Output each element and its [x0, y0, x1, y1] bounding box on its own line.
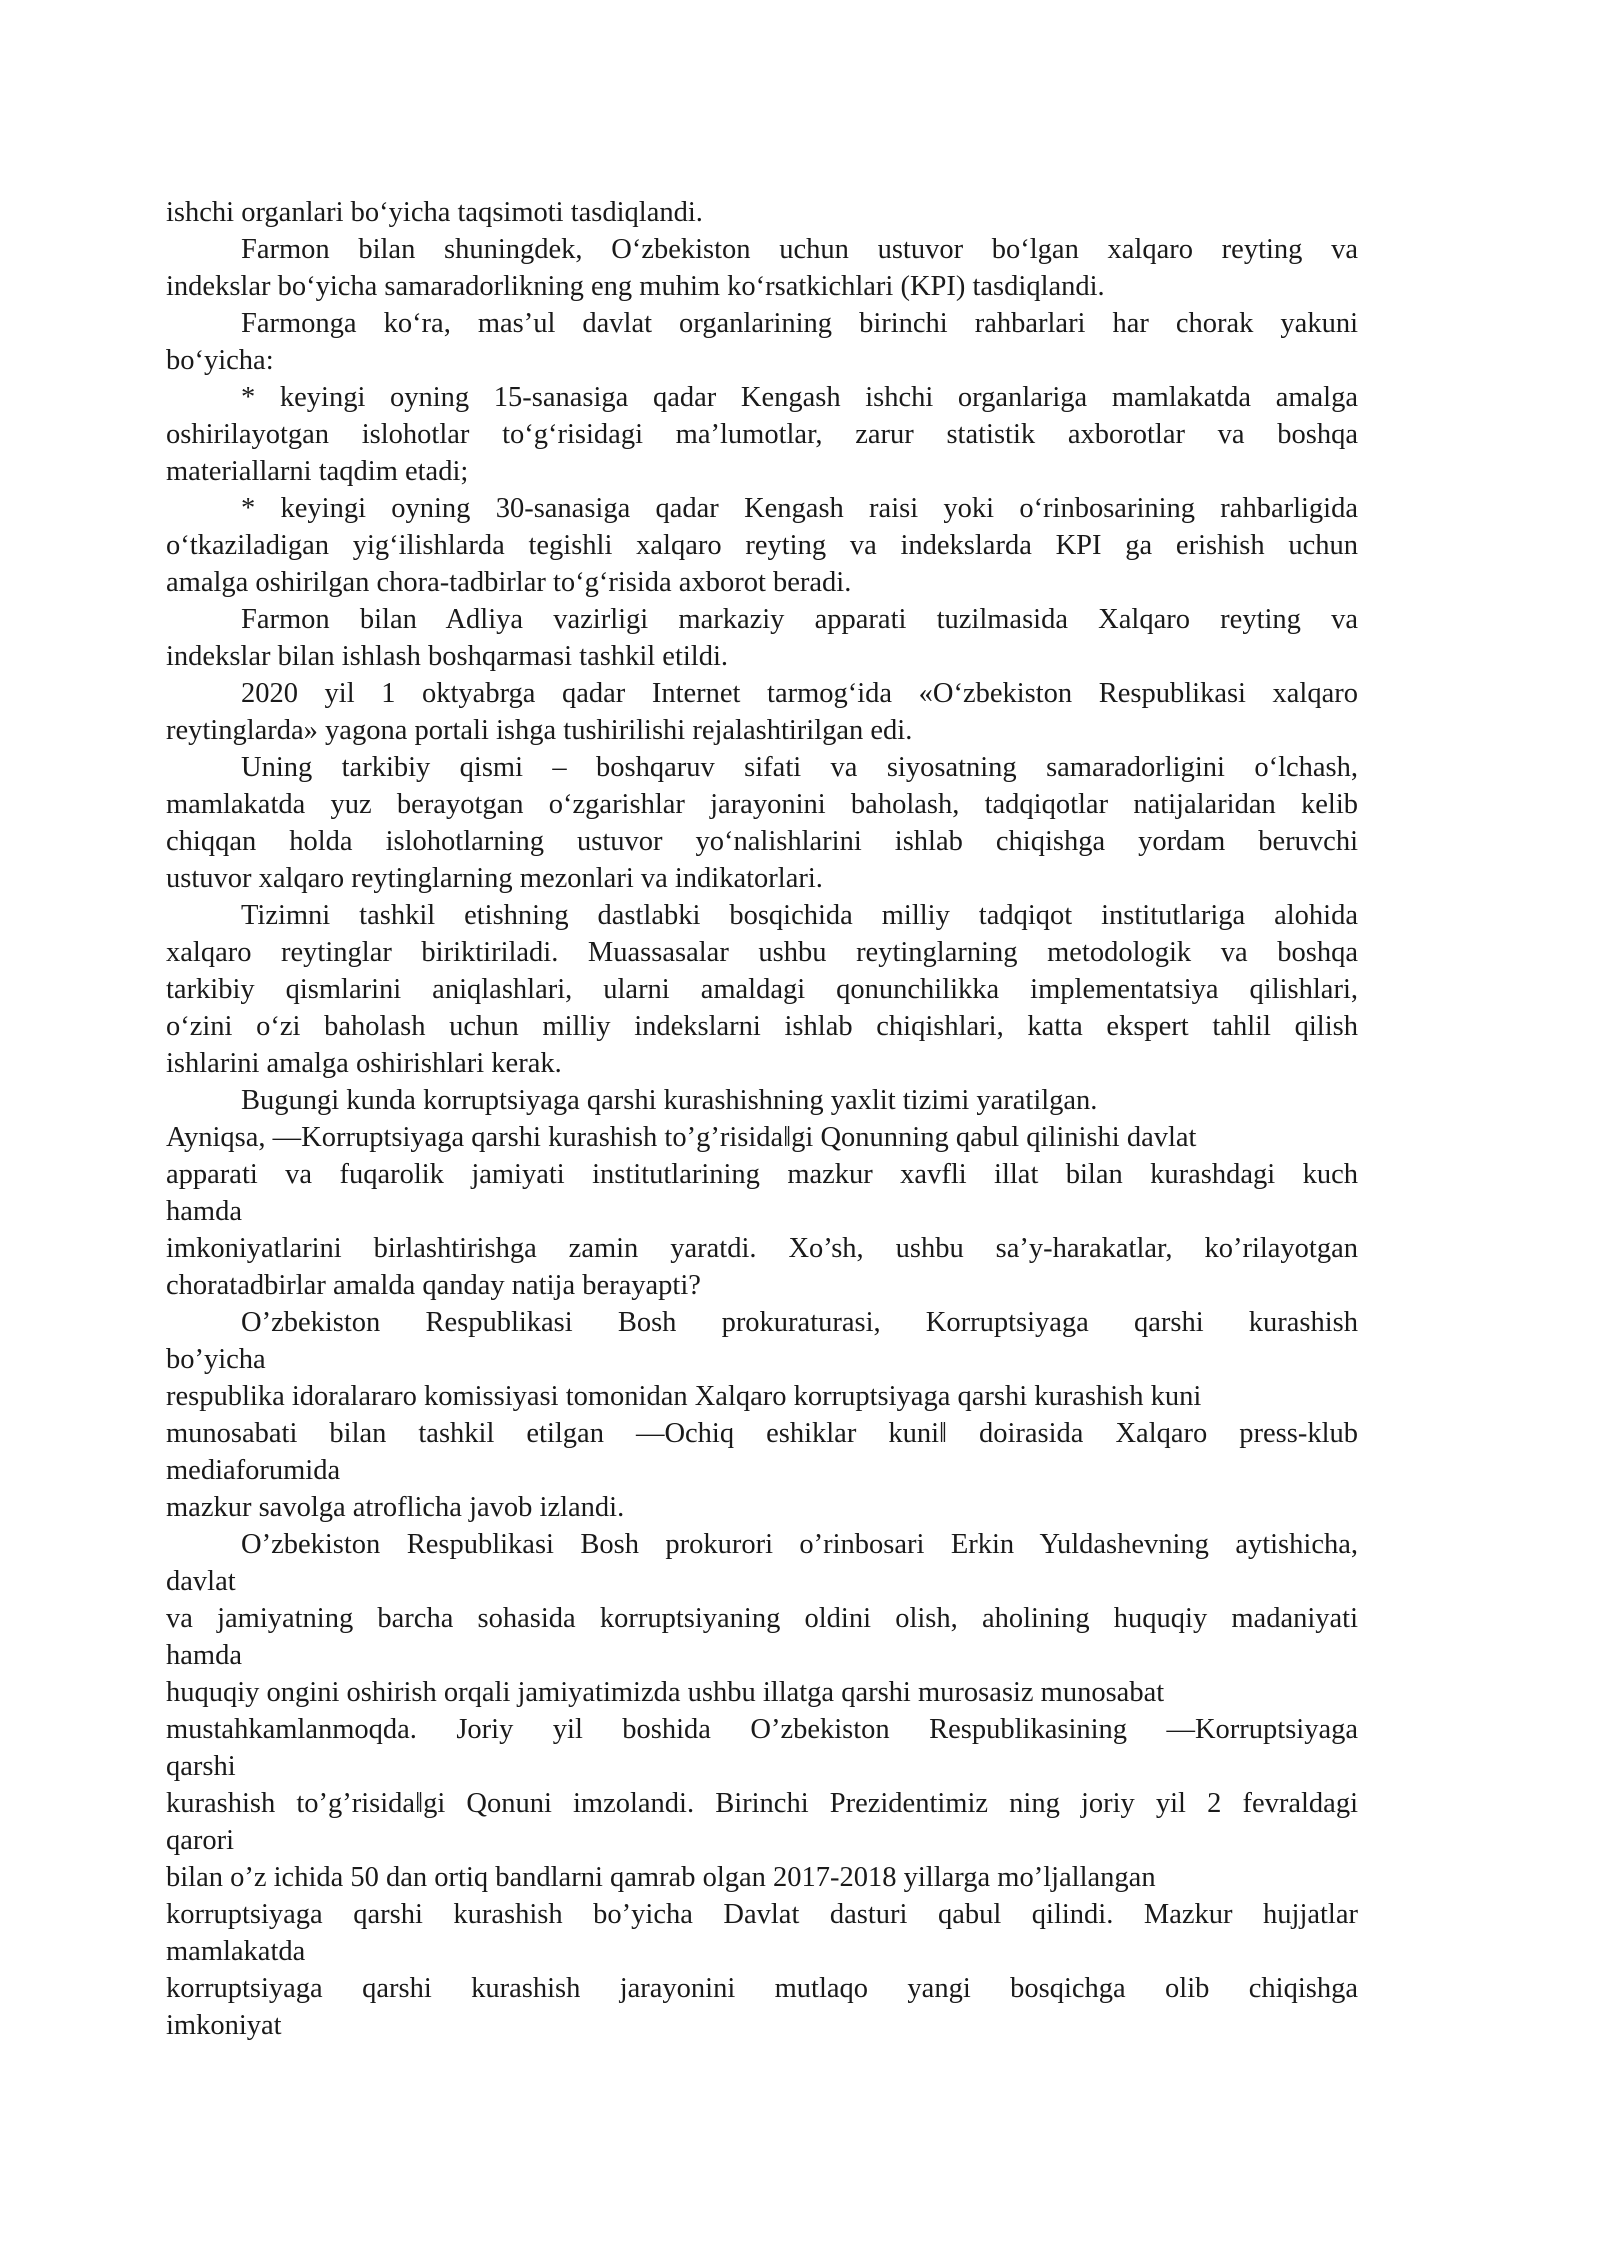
text-line: Uning tarkibiy qismi – boshqaruv sifati va siyosatning samaradorligini o‘lchash, [241, 752, 1358, 783]
text-line: respublika idoralararo komissiyasi tomonidan Xalqaro korruptsiyaga qarshi kurashish kuni [166, 1381, 1202, 1412]
text-line: hamda [166, 1640, 242, 1671]
text-line: Farmon bilan Adliya vazirligi markaziy apparati tuzilmasida Xalqaro reyting va [241, 604, 1358, 635]
text-line: mediaforumida [166, 1455, 341, 1486]
text-line: bo’yicha [166, 1344, 266, 1375]
text-line: Tizimni tashkil etishning dastlabki bosqichida milliy tadqiqot institutlariga alohida [241, 900, 1358, 931]
text-line: qarshi [166, 1751, 236, 1782]
text-line: apparati va fuqarolik jamiyati institutlarining mazkur xavfli illat bilan kurashdagi kuch [166, 1159, 1358, 1190]
text-line: O’zbekiston Respublikasi Bosh prokurori o’rinbosari Erkin Yuldashevning aytishicha, [241, 1529, 1358, 1560]
text-line: Ayniqsa, ―Korruptsiyaga qarshi kurashish to’g’risida‖gi Qonunning qabul qilinishi davlat [166, 1122, 1197, 1153]
text-line: mustahkamlanmoqda. Joriy yil boshida O’zbekiston Respublikasining ―Korruptsiyaga [166, 1714, 1358, 1745]
text-line: kurashish to’g’risida‖gi Qonuni imzolandi. Birinchi Prezidentimiz ning joriy yil 2 fevraldagi [166, 1788, 1358, 1819]
text-line: davlat [166, 1566, 236, 1597]
text-line: mamlakatda [166, 1936, 306, 1967]
text-line: indekslar bilan ishlash boshqarmasi tashkil etildi. [166, 641, 728, 672]
text-line: o‘zini o‘zi baholash uchun milliy indekslarni ishlab chiqishlari, katta ekspert tahlil qilish [166, 1011, 1358, 1042]
text-line: bilan o’z ichida 50 dan ortiq bandlarni qamrab olgan 2017-2018 yillarga mo’ljallangan [166, 1862, 1156, 1893]
text-line: imkoniyat [166, 2010, 282, 2041]
text-line: O’zbekiston Respublikasi Bosh prokuraturasi, Korruptsiyaga qarshi kurashish [241, 1307, 1358, 1338]
text-line: korruptsiyaga qarshi kurashish jarayonini mutlaqo yangi bosqichga olib chiqishga [166, 1973, 1358, 2004]
text-line: choratadbirlar amalda qanday natija berayapti? [166, 1270, 701, 1301]
text-line: ustuvor xalqaro reytinglarning mezonlari va indikatorlari. [166, 863, 823, 894]
text-line: munosabati bilan tashkil etilgan ―Ochiq eshiklar kuni‖ doirasida Xalqaro press-klub [166, 1418, 1358, 1449]
text-line: amalga oshirilgan chora-tadbirlar to‘g‘risida axborot beradi. [166, 567, 852, 598]
text-line: ishchi organlari bo‘yicha taqsimoti tasdiqlandi. [166, 197, 703, 228]
text-line: Farmon bilan shuningdek, O‘zbekiston uchun ustuvor bo‘lgan xalqaro reyting va [241, 234, 1358, 265]
text-line: mamlakatda yuz berayotgan o‘zgarishlar jarayonini baholash, tadqiqotlar natijalaridan kelib [166, 789, 1358, 820]
text-line: tarkibiy qismlarini aniqlashlari, ularni amaldagi qonunchilikka implementatsiya qilishlari, [166, 974, 1358, 1005]
text-line: * keyingi oyning 15-sanasiga qadar Kengash ishchi organlariga mamlakatda amalga [241, 382, 1358, 413]
text-line: mazkur savolga atroflicha javob izlandi. [166, 1492, 625, 1523]
text-line: Bugungi kunda korruptsiyaga qarshi kurashishning yaxlit tizimi yaratilgan. [241, 1085, 1098, 1116]
text-line: hamda [166, 1196, 242, 1227]
text-line: materiallarni taqdim etadi; [166, 456, 469, 487]
document-body [166, 194, 1358, 2044]
text-line: ishlarini amalga oshirishlari kerak. [166, 1048, 562, 1079]
text-line: Farmonga ko‘ra, mas’ul davlat organlarining birinchi rahbarlari har chorak yakuni [241, 308, 1358, 339]
text-line: o‘tkaziladigan yig‘ilishlarda tegishli xalqaro reyting va indekslarda KPI ga erishish uchun [166, 530, 1358, 561]
text-line: va jamiyatning barcha sohasida korruptsiyaning oldini olish, aholining huquqiy madaniyati [166, 1603, 1358, 1634]
text-line: qarori [166, 1825, 235, 1856]
text-line: xalqaro reytinglar biriktiriladi. Muassasalar ushbu reytinglarning metodologik va boshqa [166, 937, 1358, 968]
text-line: 2020 yil 1 oktyabrga qadar Internet tarmog‘ida «O‘zbekiston Respublikasi xalqaro [241, 678, 1358, 709]
text-line: * keyingi oyning 30-sanasiga qadar Kengash raisi yoki o‘rinbosarining rahbarligida [241, 493, 1358, 524]
text-line: indekslar bo‘yicha samaradorlikning eng muhim ko‘rsatkichlari (KPI) tasdiqlandi. [166, 271, 1105, 302]
text-line: bo‘yicha: [166, 345, 274, 376]
text-line: imkoniyatlarini birlashtirishga zamin yaratdi. Xo’sh, ushbu sa’y-harakatlar, ko’rilayotgan [166, 1233, 1358, 1264]
text-line: oshirilayotgan islohotlar to‘g‘risidagi ma’lumotlar, zarur statistik axborotlar va boshqa [166, 419, 1358, 450]
text-line: korruptsiyaga qarshi kurashish bo’yicha Davlat dasturi qabul qilindi. Mazkur hujjatlar [166, 1899, 1358, 1930]
text-line: reytinglarda» yagona portali ishga tushirilishi rejalashtirilgan edi. [166, 715, 913, 746]
text-line: chiqqan holda islohotlarning ustuvor yo‘nalishlarini ishlab chiqishga yordam beruvchi [166, 826, 1358, 857]
text-line: huquqiy ongini oshirish orqali jamiyatimizda ushbu illatga qarshi murosasiz munosabat [166, 1677, 1165, 1708]
